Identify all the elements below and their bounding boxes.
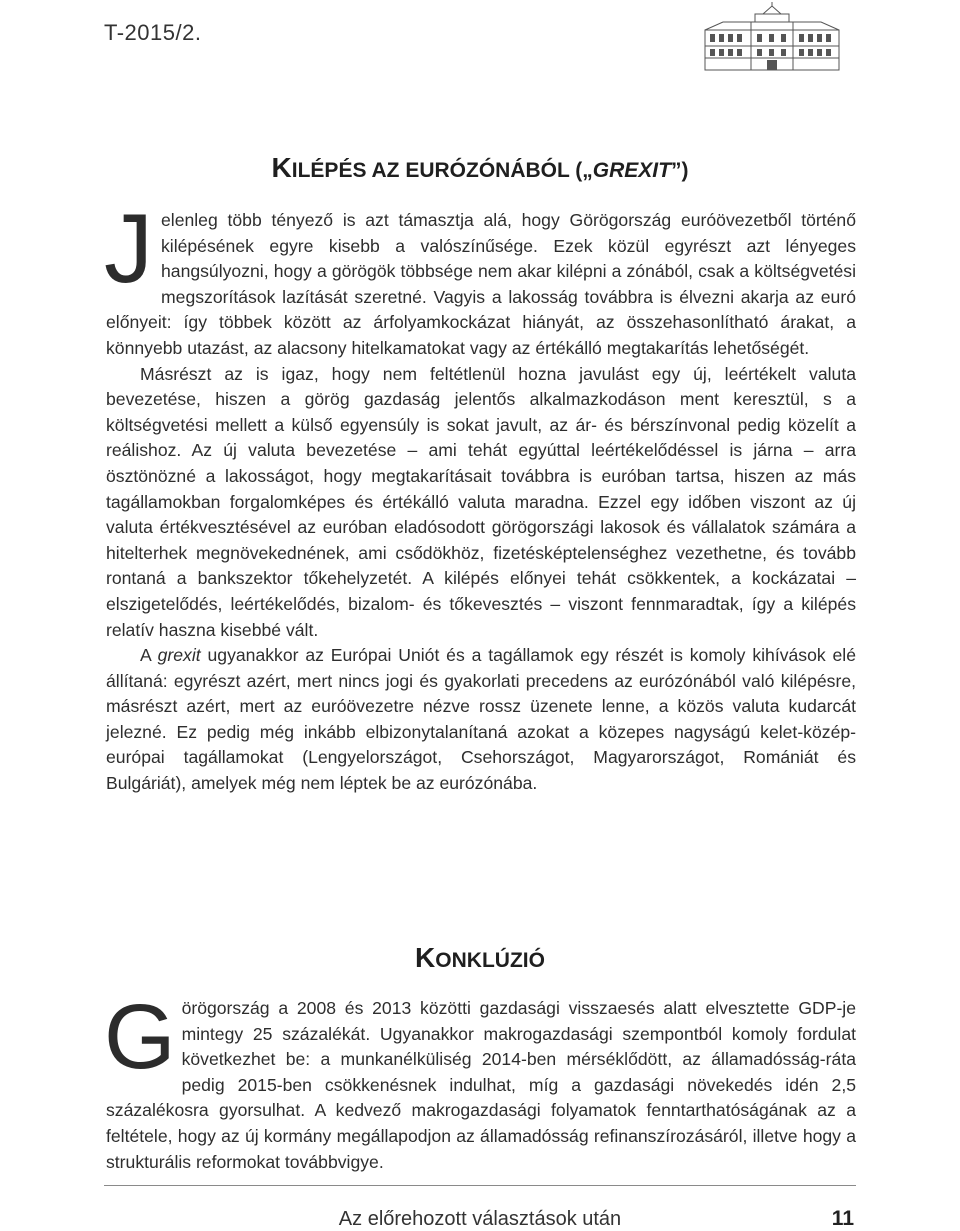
title-initial: K [415, 942, 436, 973]
paragraph: Másrészt az is igaz, hogy nem feltétlenül hozna javulást egy új, leértékelt valuta bevezetése, hiszen a görög gazdaság jelentős alkalmazkodáson ment keresztül, s a költségvetési mellett a külső egyensúly is sokat javult, az ár- és bérszínvonal pedig közelít a reálishoz. Az új valuta bevezetése – ami tehát egyúttal leértékelődéssel is járna – arra ösztönözné a lakosságot, hogy megtakarításait továbbra is euróban tartsa, hiszen az más tagállamokban forgalomképes és értékálló valuta maradna. Ezzel egy időben viszont az új valuta értékvesztésével az euróban eladósodott görögországi lakosok és vállalatok számára a hitelterhek megnövekednének, ami csődökhöz, fizetésképtelenséghez vezethetne, és tovább rontaná a bankszektor tőkehelyzetét. A kilépés előnyei tehát csökkentek, a kockázatai – elszigetelődés, leértékelődés, bizalom- és tőkevesztés – viszont fennmaradtak, így a kilépés relatív haszna kisebbé vált. [106, 363, 856, 640]
drop-cap: G [104, 986, 176, 1088]
paragraph-text: elenleg több tényező is azt támasztja alá, hogy Görögország euróövezetből történő kilépésének egyre kisebb a valószínűsége. Ezek közül egyrészt azt lényeges hangsúlyozni, hogy a görögök többsége nem akar kilépni a zónából, csak a költségvetési megszorítások lazítását szeretné. Vagyis a lakosság továbbra is élvezni akarja az euró előnyeit: így többek között az árfolyamkockázat hiányát, az összehasonlítható árakat, a könnyebb utazást, az alacsony hitelkamatokat vagy az értékálló megtakarítás lehetőségét. [106, 210, 856, 358]
document-code: T-2015/2. [104, 20, 202, 45]
paragraph [104, 986, 856, 1175]
title-text: ILÉPÉS AZ EURÓZÓNÁBÓL ( [291, 159, 583, 182]
paragraph-text: A [140, 645, 158, 666]
paragraph-text: örögország a 2008 és 2013 közötti gazdasági visszaesés alatt elvesztette GDP-je mintegy 25 százalékát. Ugyanakkor makrogazdasági szempontból komoly fordulat következhet be: a munkanélküliség 2014-ben mérséklődött, az államadósság-ráta pedig 2015-ben csökkenésnek indulhat, míg a gazdasági növekedés idén 2,5 százalékosra gyorsulhat. A kedvező makrogazdasági folyamatok fenntarthatóságának az a feltétele, hogy az új kormány megállapodjon az államadósság refinanszírozásáról, illetve hogy a strukturális reformokat továbbvigye. [106, 998, 856, 1172]
building-logo-icon [703, 2, 841, 72]
title-text: ONKLÚZIÓ [435, 949, 545, 972]
section-title-conclusion [0, 938, 960, 975]
section-title-grexit [0, 148, 960, 185]
title-initial: K [271, 152, 292, 183]
paragraph [104, 193, 856, 362]
title-italic-term: GREXIT [592, 159, 671, 182]
paragraph-text: ugyanakkor az Európai Uniót és a tagállamok egy részét is komoly kihívások elé állítaná: egyrészt azért, mert nincs jogi és gyakorlati precedens az eurózónából való kilépésre, másrészt azért, mert az euróövezetre nézve rossz üzenete lenne, a közös valuta kudarcát jelezné. Ez pedig még inkább elbizonytalanítaná azokat a közepes nagyságú kelet-közép-európai tagállamokat (Lengyelországot, Csehországot, Magyarországot, Romániát és Bulgáriát), amelyek még nem léptek be az eurózónába. [106, 645, 856, 794]
footer-title: Az előrehozott választások után [338, 1208, 622, 1230]
section-body-grexit [104, 193, 856, 797]
paragraph [106, 643, 856, 797]
italic-term: grexit [157, 645, 201, 666]
title-quote-open: „ [582, 159, 593, 182]
footer-divider [104, 1185, 856, 1186]
drop-cap: J [104, 193, 153, 303]
section-body-conclusion [104, 986, 856, 1175]
title-quote-close: ”) [670, 159, 689, 182]
page-number: 11 [831, 1207, 854, 1230]
